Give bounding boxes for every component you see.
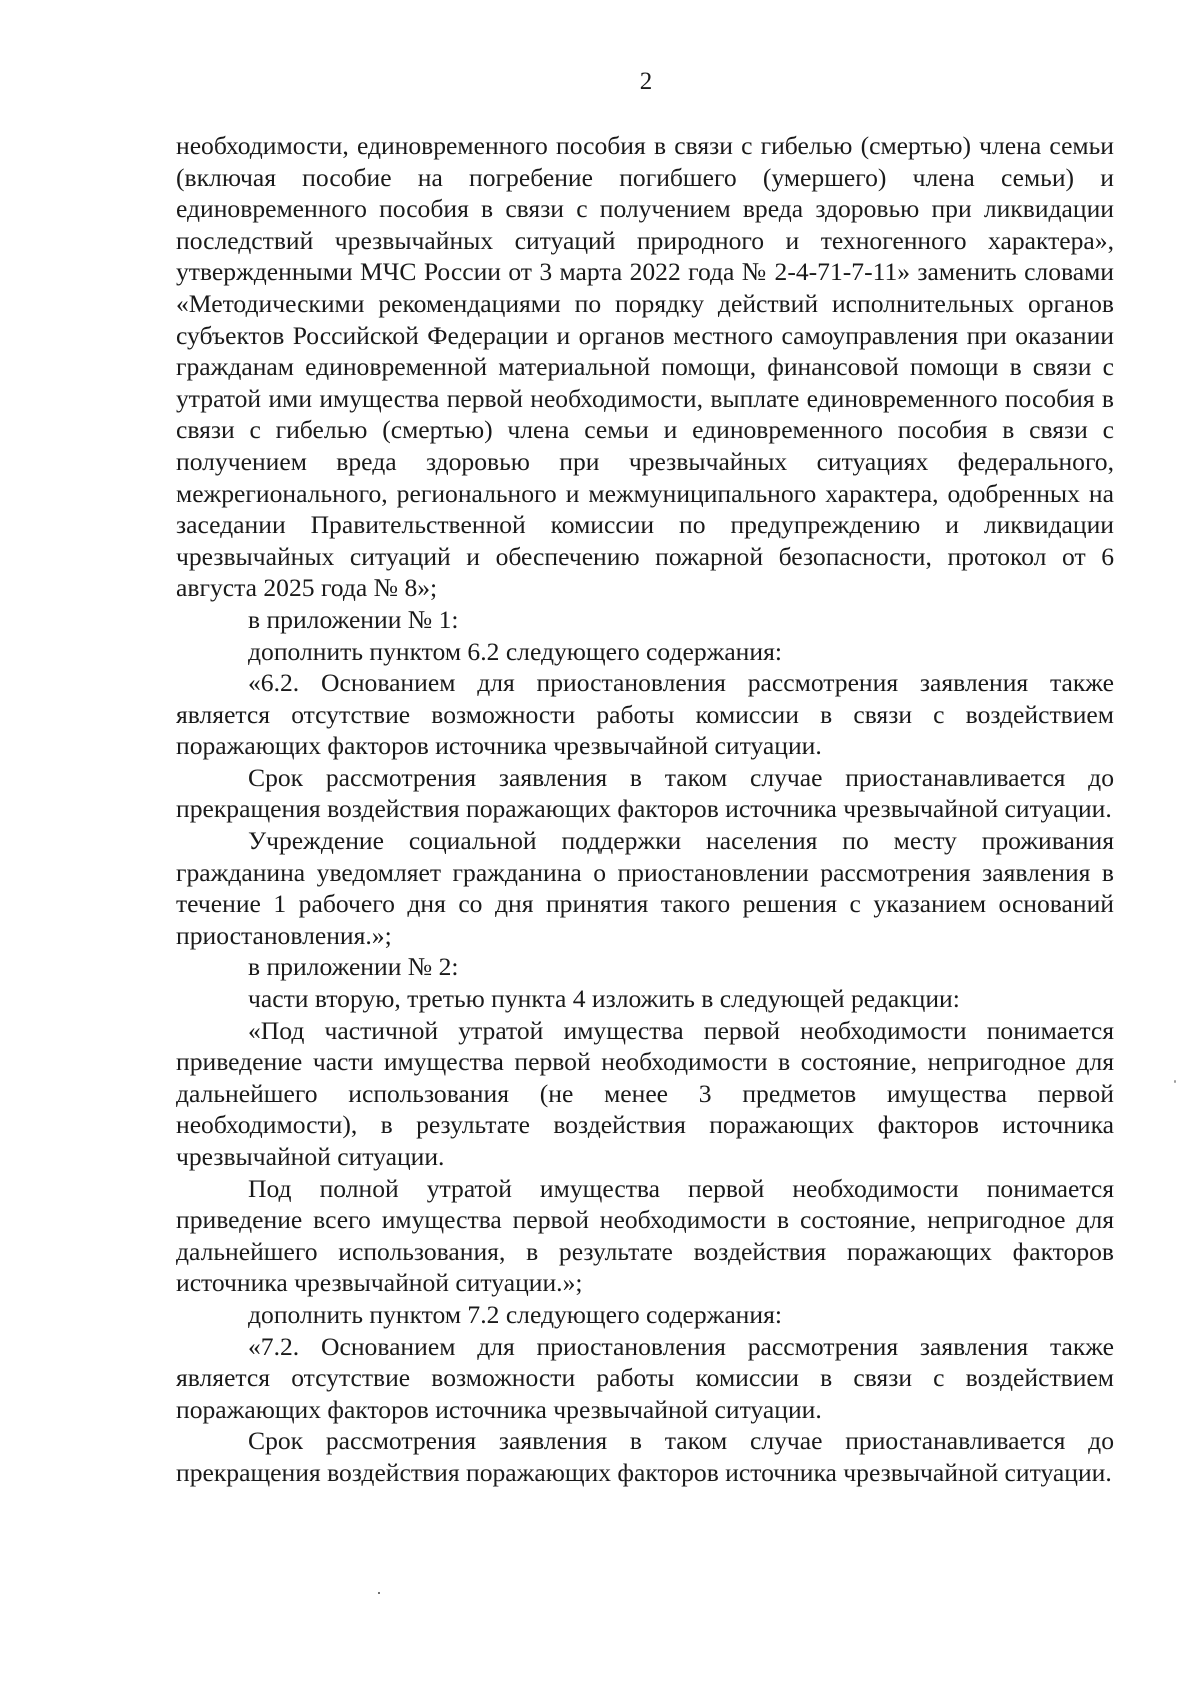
paragraph-clause-6-2: «6.2. Основанием для приостановления рассмотрения заявления также является отсутствие возможности работы комиссии в связи с воздействием поражающих факторов источника чрезвычайной ситуации. (176, 668, 1114, 761)
scan-speck (378, 1592, 380, 1594)
paragraph-notification: Учреждение социальной поддержки населения по месту проживания гражданина уведомляет гражданина о приостановлении рассмотрения заявления в течение 1 рабочего дня со дня принятия такого решения с указанием оснований приостановления.»; (176, 826, 1114, 950)
paragraph-appendix-1-heading: в приложении № 1: (248, 604, 459, 634)
scan-speck (1174, 1080, 1176, 1083)
paragraph-appendix-2-heading: в приложении № 2: (248, 952, 459, 982)
paragraph-clause-4-revision: части вторую, третью пункта 4 изложить в следующей редакции: (248, 984, 960, 1014)
paragraph-clause-7-2: «7.2. Основанием для приостановления рассмотрения заявления также является отсутствие возможности работы комиссии в связи с воздействием поражающих факторов источника чрезвычайной ситуации. (176, 1331, 1114, 1424)
paragraph-add-clause-7-2: дополнить пунктом 7.2 следующего содержания: (248, 1299, 782, 1329)
document-body (176, 130, 1114, 1489)
paragraph-amendment-text: необходимости, единовременного пособия в связи с гибелью (смертью) члена семьи (включая пособие на погребение погибшего (умершего) члена семьи) и единовременного пособия в связи с получением вреда здоровью при ликвидации последствий чрезвычайных ситуаций природного и техногенного характера», утвержденными МЧС России от 3 марта 2022 года № 2-4-71-7-11» заменить словами «Методическими рекомендациями по порядку действий исполнительных органов субъектов Российской Федерации и органов местного самоуправления при оказании гражданам единовременной материальной помощи, финансовой помощи в связи с утратой ими имущества первой необходимости, выплате единовременного пособия в связи с гибелью (смертью) члена семьи и единовременного пособия в связи с получением вреда здоровью при чрезвычайных ситуациях федерального, межрегионального, регионального и межмуниципального характера, одобренных на заседании Правительственной комиссии по предупреждению и ликвидации чрезвычайных ситуаций и обеспечению пожарной безопасности, протокол от 6 августа 2025 года № 8»; (176, 131, 1114, 603)
paragraph-suspension-term: Срок рассмотрения заявления в таком случае приостанавливается до прекращения воздействия поражающих факторов источника чрезвычайной ситуации. (176, 762, 1114, 824)
paragraph-add-clause-6-2: дополнить пунктом 6.2 следующего содержания: (248, 636, 782, 666)
paragraph-suspension-term-2: Срок рассмотрения заявления в таком случае приостанавливается до прекращения воздействия поражающих факторов источника чрезвычайной ситуации. (176, 1426, 1114, 1487)
paragraph-full-loss: Под полной утратой имущества первой необходимости понимается приведение всего имущества первой необходимости в состояние, непригодное для дальнейшего использования, в результате воздействия поражающих факторов источника чрезвычайной ситуации.»; (176, 1173, 1114, 1298)
page-number: 2 (639, 68, 653, 95)
paragraph-partial-loss: «Под частичной утратой имущества первой необходимости понимается приведение части имущества первой необходимости в состояние, непригодное для дальнейшего использования (не менее 3 предметов имущества первой необходимости), в результате воздействия поражающих факторов источника чрезвычайной ситуации. (176, 1015, 1114, 1171)
